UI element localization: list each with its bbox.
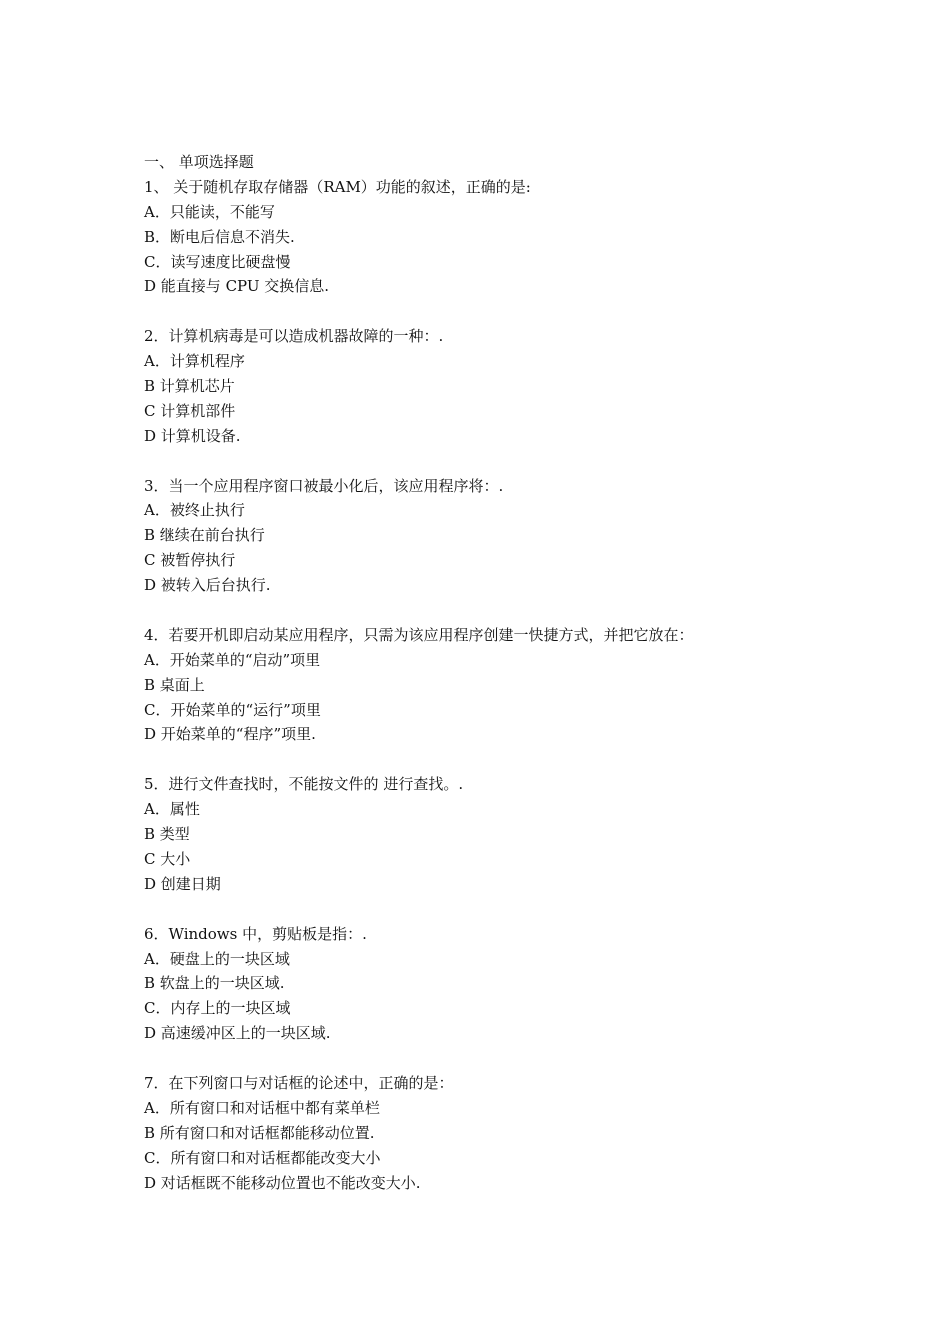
option-d: D 能直接与 CPU 交换信息. bbox=[144, 277, 330, 296]
option-b: B．断电后信息不消失. bbox=[144, 227, 295, 246]
option-d: D 高速缓冲区上的一块区域. bbox=[144, 1024, 331, 1043]
option-b: B 计算机芯片 bbox=[144, 377, 235, 396]
option-c: C．读写速度比硬盘慢 bbox=[144, 252, 291, 271]
option-d: D 对话框既不能移动位置也不能改变大小. bbox=[144, 1173, 421, 1192]
option-a: A．被终止执行 bbox=[144, 501, 245, 520]
option-c: C 被暂停执行 bbox=[144, 551, 236, 570]
option-b: B 所有窗口和对话框都能移动位置. bbox=[144, 1123, 375, 1142]
blank-line bbox=[144, 598, 844, 623]
question-stem: 1、 关于随机存取存储器（RAM）功能的叙述，正确的是: bbox=[144, 177, 531, 196]
option-b: B 软盘上的一块区域. bbox=[144, 974, 285, 993]
question-stem: 3．当一个应用程序窗口被最小化后，该应用程序将：. bbox=[144, 476, 504, 495]
option-d: D 开始菜单的“程序”项里. bbox=[144, 725, 316, 744]
option-b: B 继续在前台执行 bbox=[144, 526, 265, 545]
blank-line bbox=[144, 1046, 844, 1071]
option-b: B 桌面上 bbox=[144, 675, 205, 694]
question-7 bbox=[144, 1071, 844, 1195]
option-d: D 创建日期 bbox=[144, 874, 221, 893]
option-a: A．计算机程序 bbox=[144, 352, 245, 371]
blank-line bbox=[144, 897, 844, 922]
option-b: B 类型 bbox=[144, 825, 190, 844]
option-d: D 计算机设备. bbox=[144, 426, 241, 445]
section-title: 一、 单项选择题 bbox=[144, 153, 254, 171]
question-stem: 2．计算机病毒是可以造成机器故障的一种：. bbox=[144, 327, 444, 346]
question-2 bbox=[144, 324, 844, 448]
option-c: C．开始菜单的“运行”项里 bbox=[144, 700, 321, 719]
option-a: A．硬盘上的一块区域 bbox=[144, 949, 290, 968]
option-c: C．内存上的一块区域 bbox=[144, 999, 291, 1018]
question-5 bbox=[144, 772, 844, 896]
option-a: A．开始菜单的“启动”项里 bbox=[144, 650, 321, 669]
option-a: A．所有窗口和对话框中都有菜单栏 bbox=[144, 1098, 380, 1117]
blank-line bbox=[144, 747, 844, 772]
option-c: C 大小 bbox=[144, 849, 191, 868]
question-stem: 5．进行文件查找时，不能按文件的 进行查找。. bbox=[144, 775, 464, 794]
option-c: C 计算机部件 bbox=[144, 401, 236, 420]
blank-line bbox=[144, 299, 844, 324]
blank-line bbox=[144, 449, 844, 474]
question-6 bbox=[144, 922, 844, 1046]
question-4 bbox=[144, 623, 844, 747]
option-d: D 被转入后台执行. bbox=[144, 576, 271, 595]
option-c: C．所有窗口和对话框都能改变大小 bbox=[144, 1148, 381, 1167]
question-stem: 7．在下列窗口与对话框的论述中，正确的是： bbox=[144, 1073, 454, 1092]
question-3 bbox=[144, 474, 844, 598]
option-a: A．属性 bbox=[144, 800, 200, 819]
question-1 bbox=[144, 175, 844, 299]
document-page bbox=[144, 150, 844, 1195]
question-stem: 4．若要开机即启动某应用程序，只需为该应用程序创建一快捷方式，并把它放在： bbox=[144, 625, 694, 644]
option-a: A．只能读，不能写 bbox=[144, 202, 275, 221]
question-stem: 6．Windows 中，剪贴板是指：. bbox=[144, 924, 367, 943]
